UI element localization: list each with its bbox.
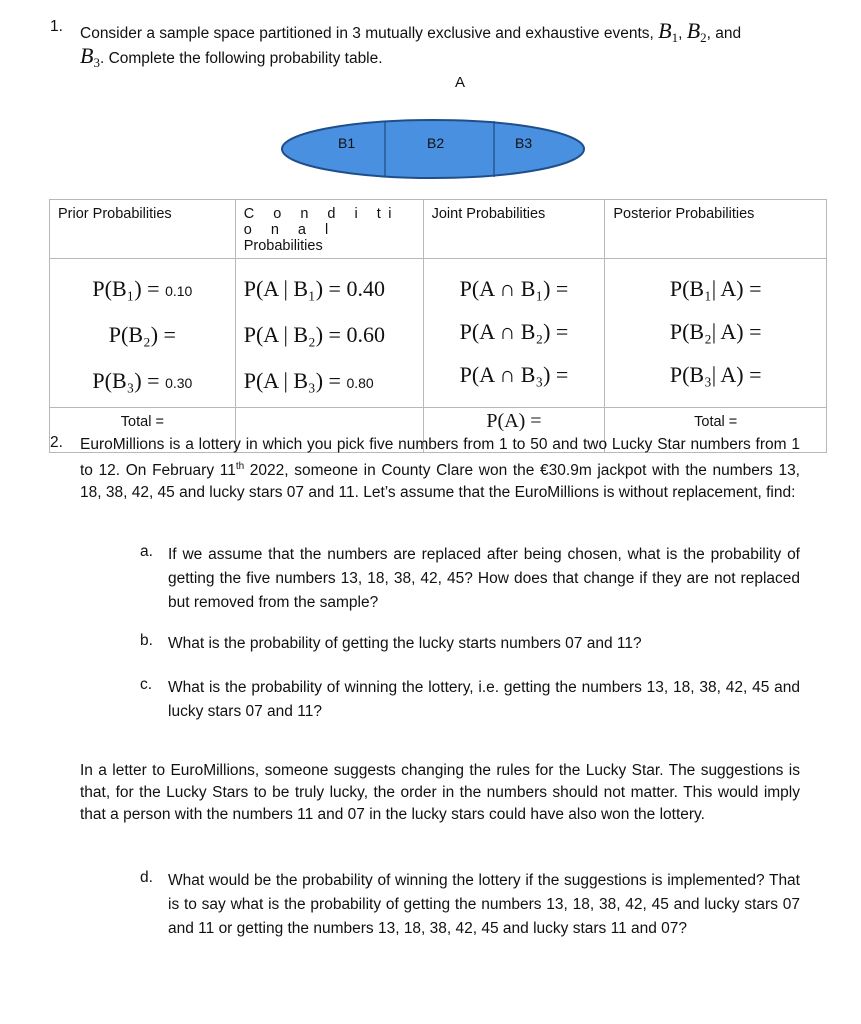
joint-cell <box>423 259 605 408</box>
conditional-cell <box>235 259 423 408</box>
letter-paragraph: In a letter to EuroMillions, someone suggests changing the rules for the Lucky Star. The suggestions is that, for the Lucky Stars to be truly lucky, the order in the numbers should not matter. This would imply that a person with the numbers 11 and 07 in the lucky stars could have also won the lottery. <box>80 762 800 823</box>
item-c-text: What is the probability of winning the lottery, i.e. getting the numbers 13, 18, 38, 42, 45 and lucky stars 07 and 11? <box>168 679 800 720</box>
q1-intro: Consider a sample space partitioned in 3 mutually exclusive and exhaustive events, <box>80 25 654 42</box>
question-1-text-line-1 <box>80 18 741 46</box>
question-2-intro: EuroMillions is a lottery in which you pick five numbers from 1 to 50 and two Lucky Star numbers from 1 to 12. On February 11th 2022, someone in County Clare won the €30.9m jackpot with the numbers 13, 18, 38, 42, 45 and lucky stars 07 and 11. Let’s assume that the EuroMillions is without replacement, find: <box>80 436 800 502</box>
conditional-row-1: P(A | B₁) = 0.40 <box>243 276 385 301</box>
posterior-row-1: P(B₁| A) = <box>669 276 762 301</box>
q1-instruction: . Complete the following probability table. <box>99 50 383 67</box>
posterior-total: Total = <box>605 408 827 453</box>
prior-row-2: P(B₂) = <box>108 322 176 347</box>
header-prior: Prior Probabilities <box>50 200 236 259</box>
header-joint: Joint Probabilities <box>423 200 605 259</box>
b1-symbol: $B_1$ <box>658 18 679 45</box>
comma: , <box>678 25 683 42</box>
joint-row-2: P(A ∩ B₂) = <box>459 319 569 344</box>
header-posterior: Posterior Probabilities <box>605 200 827 259</box>
prior-total: Total = <box>50 408 236 453</box>
posterior-cell <box>605 259 827 408</box>
item-a-text: If we assume that the numbers are replaced after being chosen, what is the probability of getting the five numbers 13, 18, 38, 42, 45? How does that change if they are not replaced but removed from the sample? <box>168 546 800 611</box>
item-a-letter: a. <box>140 543 153 560</box>
event-a-label: A <box>455 74 466 91</box>
partition-diagram <box>280 118 586 180</box>
prior-row-3: P(B₃) = 0.30 <box>92 368 193 393</box>
prior-row-1: P(B₁) = 0.10 <box>92 276 193 301</box>
item-d-text: What would be the probability of winning the lottery if the suggestions is implemented? That is to say what is the probability of getting the numbers 13, 18, 38, 42, 45 and lucky stars 07 and 11 or getting the numbers 13, 18, 38, 42, 45 and lucky stars 11 and 07? <box>168 872 800 937</box>
posterior-row-2: P(B₂| A) = <box>669 319 762 344</box>
header-conditional: C o n d i ti o n a l Probabilities <box>235 200 423 259</box>
item-b-letter: b. <box>140 632 153 649</box>
joint-total: P(A) = <box>423 408 605 453</box>
b2-symbol: $B_2$ <box>686 18 707 45</box>
partition-ellipse <box>280 118 586 180</box>
b3-symbol: $B_3$ <box>80 43 100 70</box>
question-2-number: 2. <box>50 434 63 451</box>
segment-label-b1: B1 <box>338 135 356 151</box>
question-1-text-line-2 <box>80 43 383 71</box>
conditional-row-2: P(A | B₂) = 0.60 <box>243 322 385 347</box>
segment-label-b3: B3 <box>515 135 533 151</box>
conditional-row-3: P(A | B₃) = 0.80 <box>243 368 374 393</box>
joint-row-3: P(A ∩ B₃) = <box>459 362 569 387</box>
question-1-number: 1. <box>50 18 63 35</box>
posterior-row-3: P(B₃| A) = <box>669 362 762 387</box>
item-d-letter: d. <box>140 869 153 886</box>
prior-cell <box>50 259 236 408</box>
item-b-text: What is the probability of getting the lucky starts numbers 07 and 11? <box>168 635 642 652</box>
probability-table <box>49 199 827 453</box>
and-word: , and <box>706 25 742 42</box>
segment-label-b2: B2 <box>427 135 445 151</box>
joint-row-1: P(A ∩ B₁) = <box>459 276 569 301</box>
item-c-letter: c. <box>140 676 153 693</box>
